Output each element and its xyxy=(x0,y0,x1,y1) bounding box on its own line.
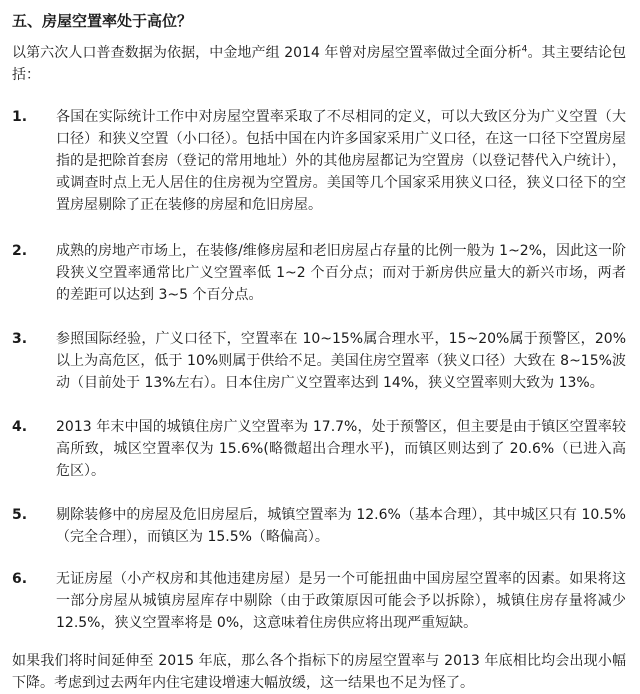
item-number: 2. xyxy=(12,243,28,259)
section-heading: 五、房屋空置率处于高位？ xyxy=(12,12,193,30)
intro-text: 以第六次人口普查数据为依据，中金地产组 2014 年曾对房屋空置率做过全面分析 xyxy=(12,45,522,61)
item-text: 2013 年末中国的城镇住房广义空置率为 17.7%，处于预警区，但主要是由于镇区空置率较高所致，城区空置率仅为 15.6%(略微超出合理水平)，而镇区则达到了 20.6%（已进入高危区）。 xyxy=(56,419,626,479)
item-number: 6. xyxy=(12,571,28,587)
list-item xyxy=(12,106,626,216)
list-item xyxy=(12,328,626,394)
item-number: 3. xyxy=(12,331,28,347)
intro-tail: 。其主要结论包括： xyxy=(12,45,626,83)
list-item xyxy=(12,240,626,306)
closing-paragraph: 如果我们将时间延伸至 2015 年底，那么各个指标下的房屋空置率与 2013 年底相比均会出现小幅下降。考虑到过去两年内住宅建设增速大幅放缓，这一结果也不足为怪了。 xyxy=(12,653,626,691)
conclusions-list xyxy=(12,106,626,634)
intro-paragraph xyxy=(12,42,626,86)
item-text: 成熟的房地产市场上，在装修/维修房屋和老旧房屋占存量的比例一般为 1~2%，因此这一阶段狭义空置率通常比广义空置率低 1~2 个百分点；而对于新房供应量大的新兴市场，两者的差距可以达到 3~5 个百分点。 xyxy=(56,243,627,303)
item-text: 参照国际经验，广义口径下，空置率在 10~15%属合理水平，15~20%属于预警区，20%以上为高危区，低于 10%则属于供给不足。美国住房空置率（狭义口径）大致在 8~15%波动（目前处于 13%左右）。日本住房广义空置率达到 14%，狭义空置率则大致为 13%。 xyxy=(56,331,626,391)
list-item xyxy=(12,416,626,482)
item-text: 剔除装修中的房屋及危旧房屋后，城镇空置率为 12.6%（基本合理），其中城区只有 10.5%（完全合理），而镇区为 15.5%（略偏高）。 xyxy=(56,507,626,545)
item-number: 1. xyxy=(12,109,28,125)
list-item xyxy=(12,504,626,548)
item-text: 各国在实际统计工作中对房屋空置率采取了不尽相同的定义，可以大致区分为广义空置（大口径）和狭义空置（小口径）。包括中国在内许多国家采用广义口径，在这一口径下空置房屋指的是把除首套房（登记的常用地址）外的其他房屋都记为空置房（以登记替代入户统计），或调查时点上无人居住的住房视为空置房。美国等几个国家采用狭义口径，狭义口径下的空置房屋剔除了正在装修的房屋和危旧房屋。 xyxy=(56,109,626,213)
footnote-marker: 4 xyxy=(521,44,528,55)
item-text: 无证房屋（小产权房和其他违建房屋）是另一个可能扭曲中国房屋空置率的因素。如果将这一部分房屋从城镇房屋库存中剔除（由于政策原因可能会予以拆除），城镇住房存量将减少 12.5%，狭义空置率将是 0%，这意味着住房供应将出现严重短缺。 xyxy=(56,571,626,631)
item-number: 4. xyxy=(12,419,28,435)
list-item xyxy=(12,568,626,634)
item-number: 5. xyxy=(12,507,28,523)
